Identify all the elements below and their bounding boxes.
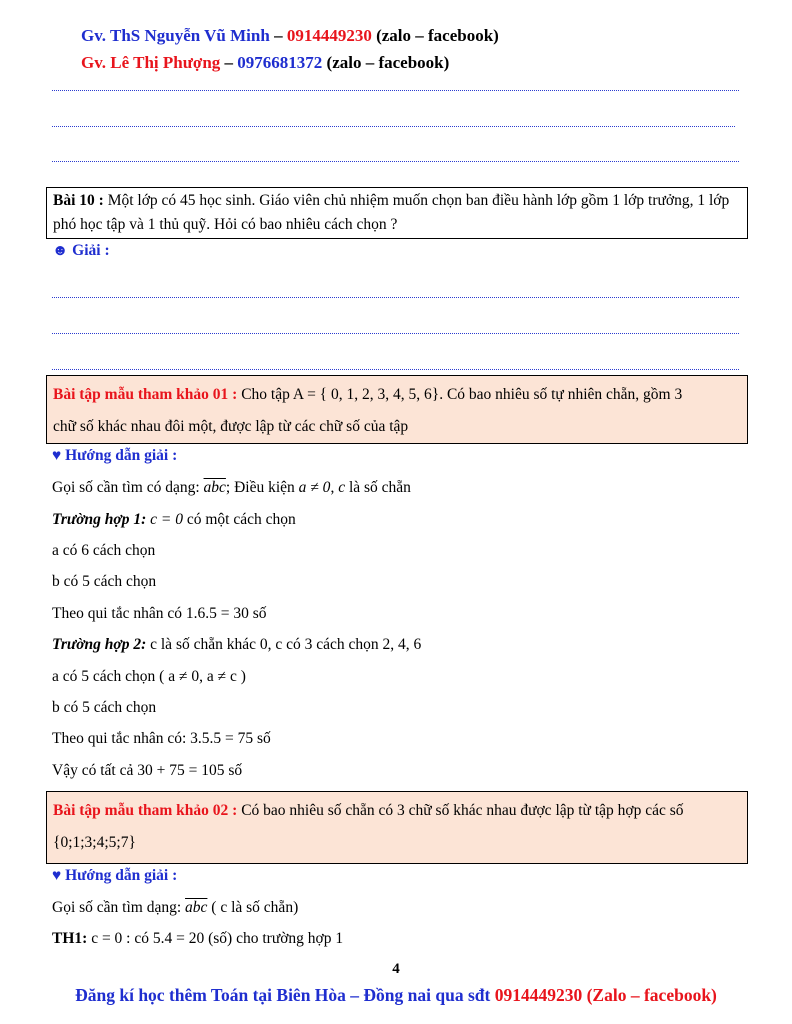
guide-label-1: ♥ Hướng dẫn giải : [52, 447, 178, 464]
solution-label: ☻ Giải : [52, 242, 110, 259]
footer-text: Đăng kí học thêm Toán tại Biên Hòa – Đồng nai qua sđt [75, 985, 495, 1005]
page-number: 4 [392, 961, 400, 977]
ex1-line-7: a có 5 cách chọn ( a ≠ 0, a ≠ c ) [52, 668, 246, 685]
example-01-text-1: Cho tập A = { 0, 1, 2, 3, 4, 5, 6}. Có bao nhiêu số tự nhiên chẵn, gồm 3 [237, 386, 683, 403]
ex2-th1 [52, 930, 343, 948]
dotted-line [52, 90, 739, 91]
ex1-abc: $\overline{abc}$ [203, 479, 226, 496]
header-contact-2: (zalo – facebook) [322, 53, 450, 72]
ex1-case-1-label: Trường hợp 1: [52, 511, 147, 528]
ex2-line-1-a: Gọi số cần tìm dạng: [52, 899, 186, 916]
ex2-th1-label: TH1: [52, 930, 88, 947]
example-02-label: Bài tập mẫu tham khảo 02 : [53, 802, 238, 819]
guide-label-2: ♥ Hướng dẫn giải : [52, 867, 178, 884]
example-01-label: Bài tập mẫu tham khảo 01 : [53, 386, 238, 403]
ex1-line-1-a: Gọi số cần tìm có dạng: [52, 479, 204, 496]
exercise-10-box [46, 187, 748, 239]
example-02-set: {0;1;3;4;5;7} [53, 834, 136, 851]
dotted-line [52, 369, 739, 370]
dotted-line [52, 297, 739, 298]
header-contact-1: (zalo – facebook) [371, 26, 499, 45]
ex1-condition: a ≠ 0 [298, 479, 331, 496]
footer-phone: 0914449230 (Zalo – facebook) [494, 985, 717, 1005]
ex1-line-1-c: , [330, 479, 339, 496]
ex1-line-1-d: là số chẵn [345, 479, 411, 496]
ex1-line-4: b có 5 cách chọn [52, 573, 157, 590]
header-line-2 [81, 53, 449, 73]
dotted-line [52, 333, 739, 334]
teacher-name-2: Gv. Lê Thị Phượng [81, 53, 221, 72]
exercise-10-label: Bài 10 : [53, 192, 104, 209]
ex1-line-8: b có 5 cách chọn [52, 699, 157, 716]
teacher-phone-2: 0976681372 [237, 53, 323, 72]
example-02-box [46, 791, 748, 864]
teacher-name-1: Gv. ThS Nguyễn Vũ Minh [81, 26, 270, 45]
example-02-text-1: Có bao nhiêu số chẵn có 3 chữ số khác nhau được lập từ tập hợp các số [237, 802, 684, 819]
exercise-10-text: Một lớp có 45 học sinh. Giáo viên chủ nhiệm muốn chọn ban điều hành lớp gồm 1 lớp trưởng, 1 lớp phó học tập và 1 thủ quỹ. Hỏi có bao nhiêu cách chọn ? [53, 192, 730, 233]
footer [0, 985, 792, 1006]
teacher-phone-1: 0914449230 [286, 26, 372, 45]
ex1-case-2-text: c là số chẵn khác 0, c có 3 cách chọn 2, 4, 6 [146, 636, 422, 653]
ex1-line-9: Theo qui tắc nhân có: 3.5.5 = 75 số [52, 730, 271, 747]
header-dash-2: – [220, 53, 238, 72]
ex2-th1-text: c = 0 : có 5.4 = 20 (số) cho trường hợp 1 [87, 930, 344, 947]
example-01-box [46, 375, 748, 444]
header-line-1 [81, 26, 499, 46]
ex1-line-5: Theo qui tắc nhân có 1.6.5 = 30 số [52, 605, 267, 622]
example-01-text-2: chữ số khác nhau đôi một, được lập từ các chữ số của tập [53, 418, 409, 435]
ex1-line-1 [52, 479, 411, 497]
ex1-case-1 [52, 511, 296, 529]
dotted-line [52, 126, 735, 127]
ex1-line-3: a có 6 cách chọn [52, 542, 156, 559]
ex2-line-1-b: ( c là số chẵn) [207, 899, 299, 916]
header-dash-1: – [269, 26, 287, 45]
ex2-abc: $\overline{abc}$ [185, 899, 208, 916]
ex1-case-2 [52, 636, 421, 654]
dotted-line [52, 161, 739, 162]
ex1-case-1-math: c = 0 [146, 511, 183, 528]
ex1-line-10: Vậy có tất cả 30 + 75 = 105 số [52, 762, 243, 779]
ex1-c-var: c [338, 479, 346, 496]
ex1-case-2-label: Trường hợp 2: [52, 636, 147, 653]
ex2-line-1 [52, 899, 298, 917]
ex1-line-1-b: ; Điều kiện [225, 479, 299, 496]
ex1-case-1-text: có một cách chọn [182, 511, 296, 528]
